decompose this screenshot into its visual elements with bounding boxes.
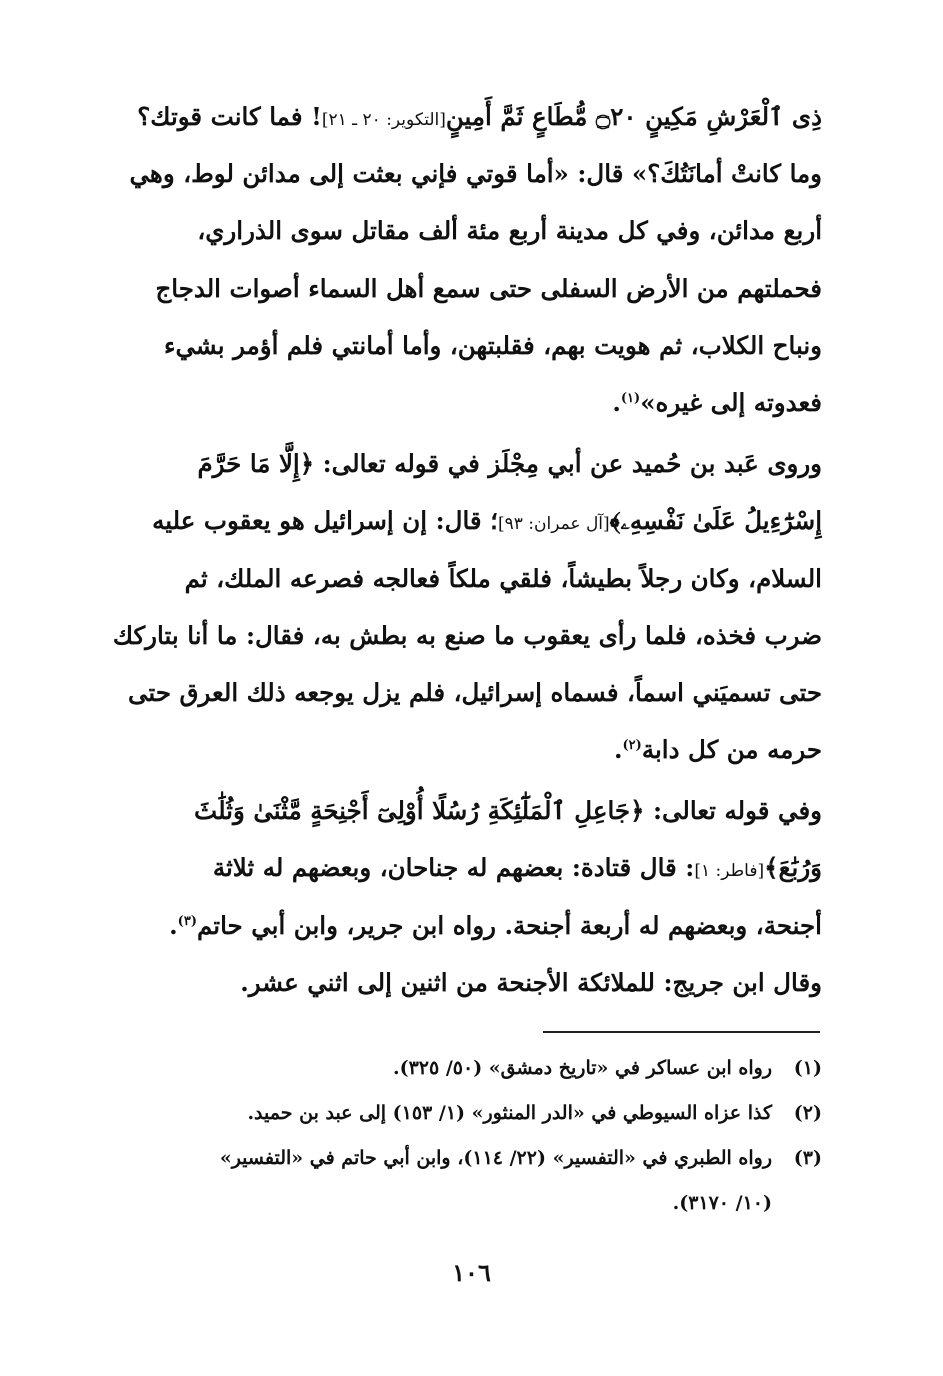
verse-reference: [التكوير: ٢٠ ـ ٢١] bbox=[321, 110, 446, 130]
footnote-text: رواه ابن عساكر في «تاريخ دمشق» (٥٠/ ٣٢٥). bbox=[392, 1057, 772, 1079]
footnote-marker[interactable]: (١) bbox=[620, 390, 641, 406]
quran-verse: ﴿إِلَّا مَا حَرَّمَ bbox=[197, 449, 315, 479]
text-line bbox=[100, 435, 822, 492]
line-text: ! فما كانت قوتك؟ bbox=[137, 102, 322, 131]
verse-reference: [آل عمران: ٩٣] bbox=[497, 514, 610, 535]
quran-verse: ذِى ٱلْعَرْشِ مَكِينٍ ۝٢٠ مُّطَاعٍ ثَمَّ أَمِينٍ bbox=[445, 102, 822, 131]
text-line bbox=[100, 839, 822, 896]
line-end: . bbox=[612, 387, 621, 417]
text-line: السلام، وكان رجلاً بطيشاً، فلقي ملكاً فعالجه فصرعه الملك، ثم bbox=[184, 563, 822, 593]
text-line: أربع مدائن، وفي كل مدينة أربع مئة ألف مقاتل سوى الذراري، bbox=[197, 216, 822, 246]
line-text: أجنحة، وبعضهم له أربعة أجنحة. رواه ابن جرير، وابن أبي حاتم bbox=[196, 910, 822, 940]
line-text: وفي قوله تعالى: bbox=[652, 796, 822, 826]
footnote-number: (١) bbox=[793, 1057, 822, 1079]
footnote-item bbox=[100, 1046, 822, 1091]
text-line: وما كانتْ أمانَتُكَ؟» قال: «أما قوتي فإني بعثت إلى مدائن لوط، وهي bbox=[129, 159, 822, 189]
footnote-text: (١٠/ ٣١٧٠). bbox=[672, 1192, 772, 1214]
line-end: . bbox=[169, 910, 178, 940]
text-line: ونباح الكلاب، ثم هويت بهم، فقلبتهن، وأما أمانتي فلم أؤمر بشيء bbox=[163, 330, 822, 360]
text-line bbox=[100, 492, 822, 549]
line-text: حرمه من كل دابة bbox=[641, 735, 822, 765]
footnote-marker[interactable]: (٢) bbox=[622, 737, 642, 753]
footnote-item bbox=[100, 1091, 822, 1136]
page-number: ١٠٦ bbox=[452, 1258, 491, 1287]
line-text: فعدوته إلى غيره» bbox=[640, 387, 822, 417]
text-line bbox=[100, 374, 822, 431]
footnote-number: (٣) bbox=[793, 1147, 822, 1169]
text-line bbox=[100, 88, 822, 145]
footnote-number: (٢) bbox=[793, 1102, 822, 1124]
text-line: حتى تسميَني اسماً، فسماه إسرائيل، فلم يزل يوجعه ذلك العرق حتى bbox=[128, 677, 822, 707]
text-line: وقال ابن جريج: للملائكة الأجنحة من اثنين إلى اثني عشر. bbox=[240, 967, 822, 997]
quran-verse: وَرُبَٰعَ﴾ bbox=[764, 853, 822, 883]
text-line bbox=[100, 782, 822, 839]
footnote-marker[interactable]: (٣) bbox=[177, 913, 197, 929]
line-text: : قال قتادة: بعضهم له جناحان، وبعضهم له ثلاثة bbox=[212, 853, 695, 883]
text-line: ضرب فخذه، فلما رأى يعقوب ما صنع به بطش به، فقال: ما أنا بتاركك bbox=[112, 620, 822, 650]
text-line bbox=[100, 721, 822, 778]
quran-verse: إِسْرَٰٓءِيلُ عَلَىٰ نَفْسِهِۦ﴾ bbox=[609, 506, 822, 536]
line-end: . bbox=[613, 735, 623, 765]
footnote-continuation bbox=[100, 1181, 822, 1226]
footnote-text: كذا عزاه السيوطي في «الدر المنثور» (١/ ١٥٣) إلى عبد بن حميد. bbox=[247, 1102, 772, 1124]
footnote-divider bbox=[543, 1031, 820, 1033]
line-text: وروى عَبد بن حُميد عن أبي مِجْلَز في قوله تعالى: bbox=[322, 449, 822, 479]
verse-reference: [فاطر: ١] bbox=[694, 861, 765, 882]
main-text bbox=[100, 88, 822, 1011]
footnotes bbox=[100, 1046, 822, 1226]
text-line: فحملتهم من الأرض السفلى حتى سمع أهل السماء أصوات الدجاج bbox=[155, 273, 822, 303]
footnote-item bbox=[100, 1136, 822, 1181]
text-line bbox=[100, 897, 822, 954]
quran-verse: ﴿جَاعِلِ ٱلْمَلَٰٓئِكَةِ رُسُلًا أُوْلِىٓ أَجْنِحَةٍ مَّثْنَىٰ وَثُلَٰثَ bbox=[194, 796, 645, 826]
footnote-text: رواه الطبري في «التفسير» (٢٢/ ١١٤)، وابن أبي حاتم في «التفسير» bbox=[219, 1147, 772, 1169]
line-text: ؛ قال: إن إسرائيل هو يعقوب عليه bbox=[152, 506, 498, 536]
